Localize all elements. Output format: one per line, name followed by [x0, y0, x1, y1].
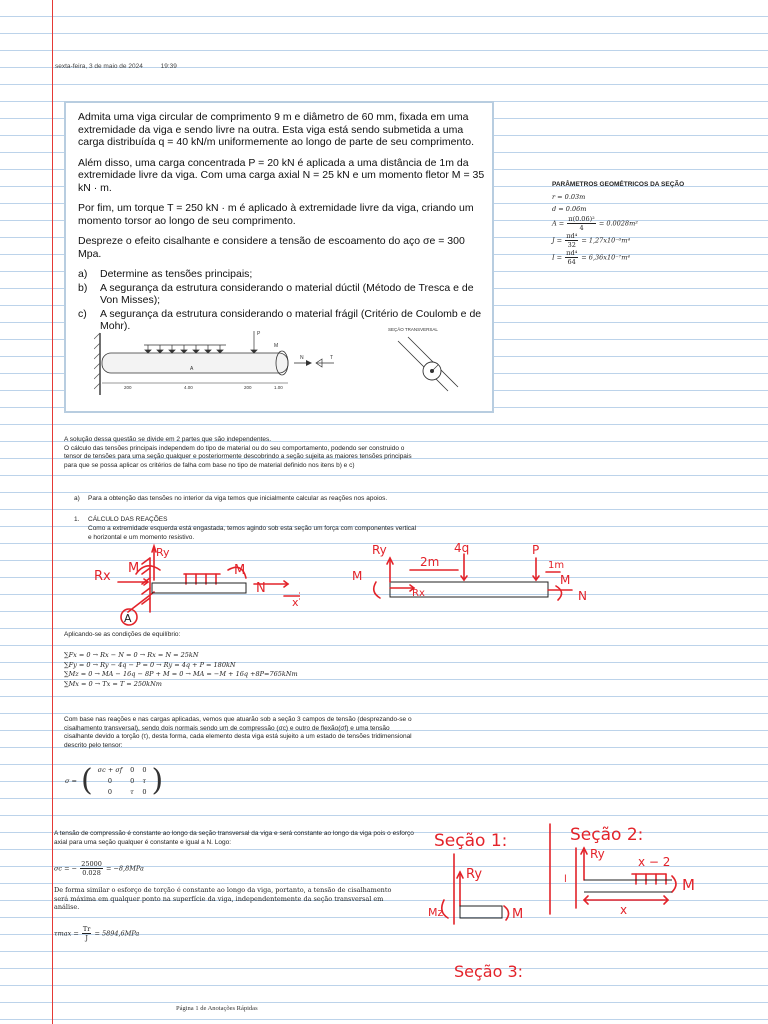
moment-m-label: M	[274, 343, 279, 349]
area-numerator: π(0.06)²	[568, 215, 595, 223]
sketch2-label: P	[532, 543, 540, 557]
margin-line	[52, 0, 53, 1024]
problem-paragraph-4: Despreze o efeito cisalhante e considere a tensão de escoamento do aço σe = 300 Mpa.	[78, 235, 465, 260]
compression-result: = −8,8MPa	[105, 864, 144, 873]
equation-fy: ∑Fy = 0 → Ry − 4q − P = 0 → Ry = 4q + P = 180kN	[64, 660, 236, 669]
param-radius	[552, 191, 684, 203]
tensor-cell: τ	[130, 787, 134, 796]
option-text: A segurança da estrutura considerando o material frágil (Critério de Coulomb e de Mohr).	[100, 307, 482, 332]
param-diameter-value: d = 0.06m	[552, 205, 587, 213]
option-text: Determine as tensões principais;	[100, 268, 253, 280]
sketch2-label: M	[560, 573, 571, 587]
section-1-label: Mz	[428, 906, 444, 919]
compression-lhs: σc = −	[54, 864, 78, 873]
section-1-label: Ry	[466, 867, 483, 882]
list-item-a	[74, 495, 414, 504]
option-a	[78, 268, 488, 281]
torsion-result: = 5894,6MPa	[94, 929, 140, 938]
j-result: = 1,27x10⁻⁶m⁴	[581, 236, 631, 245]
sketch1-label: x	[292, 596, 299, 609]
note-time: 19:39	[160, 63, 177, 70]
sketch1-label: Ry	[156, 546, 170, 559]
sketch1-label: A	[124, 612, 132, 625]
torsion-numerator: Tr	[82, 925, 91, 933]
i-numerator: πd⁴	[566, 249, 578, 257]
i-denominator: 64	[567, 258, 576, 266]
section-1-title: Seção 1:	[434, 831, 508, 851]
equation-fx: ∑Fx = 0 → Rx − N = 0 → Rx = N = 25kN	[64, 651, 199, 659]
tensor-cell: 0	[130, 766, 135, 775]
list-bullet: a)	[74, 495, 80, 502]
sketch2-label: M	[352, 569, 363, 583]
dim-label: 1.00	[274, 385, 283, 390]
section-3-title: Seção 3:	[454, 962, 524, 981]
note-header	[55, 63, 193, 70]
beam-diagram	[94, 325, 344, 397]
tensor-cell: τ	[142, 776, 146, 785]
torsion-paragraph: De forma similar o esforço de torção é constante ao longo da viga, portanto, a tensão de cisalhamento será máxima em qualquer ponto na superfície da viga, independentemente da seção transversal em análise.	[54, 886, 392, 911]
handwritten-sketch-free-body	[350, 538, 618, 608]
param-radius-value: r = 0.03m	[552, 193, 586, 201]
tensor-lhs: σ =	[65, 777, 77, 785]
param-polar-inertia	[552, 232, 684, 249]
param-inertia	[552, 249, 684, 266]
sketch1-label: Rx	[94, 569, 111, 584]
note-date: sexta-feira, 3 de maio de 2024	[55, 63, 143, 70]
handwritten-section-3	[452, 955, 532, 985]
area-lhs: A =	[552, 219, 565, 228]
option-letter: c)	[78, 307, 87, 320]
sketch2-label: 2m	[420, 555, 440, 569]
list-item-text: Para a obtenção das tensões no interior da viga temos que inicialmente calcular as reações nos apoios.	[88, 495, 388, 502]
tensor-cell: 0	[142, 787, 147, 796]
tensor-cell: 0	[107, 787, 112, 796]
i-fraction	[565, 249, 578, 266]
tensor-cell: 0	[107, 776, 112, 785]
section-2-label: x − 2	[638, 855, 671, 869]
list-item-1	[74, 516, 414, 525]
option-text: A segurança da estrutura considerando o material dúctil (Método de Tresca e de Von Misses);	[100, 281, 474, 306]
section-2-label: l	[564, 874, 567, 885]
sketch2-label: Ry	[372, 543, 387, 557]
sketch2-label: 4q	[454, 541, 470, 555]
tensor-cell: 0	[130, 776, 135, 785]
compression-fraction	[80, 860, 103, 877]
sketch1-label: N	[256, 581, 266, 596]
j-denominator: 32	[567, 241, 576, 249]
j-fraction	[565, 232, 578, 249]
section-2-label: Ry	[590, 847, 605, 861]
sketch2-label: N	[578, 589, 587, 603]
torsion-fraction	[82, 925, 91, 942]
sketch1-label: M	[234, 563, 246, 578]
dim-label: 4.00	[184, 385, 193, 390]
equation-mz: ∑Mz = 0 → MA − 16q − 8P + M = 0 → MA = −M + 16q +8P=765kNm	[64, 670, 298, 678]
stress-state-paragraph: Com base nas reações e nas cargas aplicadas, vemos que atuarão sob a seção 3 campos de tensão (desprezando-se o cisalhamento transversal), sendo dois normais sendo um de compressão (σc) e outro de flexão(σf) e uma tensão cisalhante devido a torção (τ), desta forma, cada elemento desta viga está sujeito a um estado de tensões tridimensional descrito pelo tensor:	[64, 716, 412, 749]
option-letter: b)	[78, 281, 88, 294]
area-denominator: 4	[579, 224, 584, 232]
sketch1-label: M	[128, 561, 140, 576]
section-2-title: Seção 2:	[570, 825, 644, 845]
j-lhs: J =	[552, 236, 563, 245]
list-bullet: 1.	[74, 516, 80, 523]
page-footer: Página 1 de Anotações Rápidas	[176, 1005, 258, 1012]
solution-intro-text: O cálculo das tensões principais independem do tipo de material ou do seu comportamento, podendo ser construido o tensor de tensões para uma seção qualquer e posteriormente descobrindo a seção sujeita as maiores tensões principais para que se possa aplicar os critérios de falha com base no tipo de material definido nos itens b) e c)	[64, 444, 412, 469]
problem-statement-image	[64, 101, 494, 413]
problem-paragraph-3: Por fim, um torque T = 250 kN · m é aplicado à extremidade livre da viga, criando um momento torsor ao longo de seu comprimento.	[78, 202, 474, 227]
sketch2-label: Rx	[412, 588, 425, 599]
tensor-cell: 0	[142, 766, 147, 775]
section-2-label: M	[682, 876, 695, 894]
compression-numerator: 25000	[81, 860, 102, 868]
param-area	[552, 215, 684, 232]
problem-text	[78, 111, 488, 334]
problem-options	[78, 268, 488, 333]
problem-paragraph-1: Admita uma viga circular de comprimento 9 m e diâmetro de 60 mm, fixada em uma extremidade da viga e sendo livre na outra. Esta viga está sendo submetida a uma carga distribuída q = 40 kN/m uniformemente ao longo de parte de seu comprimento.	[78, 111, 475, 148]
dim-label: 200	[244, 385, 252, 390]
dim-label: 200	[124, 385, 132, 390]
tensor-cell: σc + σf	[97, 766, 123, 775]
section-title: SEÇÃO TRANSVERSAL	[388, 327, 438, 332]
equation-mx: ∑Mx = 0 → Tx = T = 250kNm	[64, 679, 162, 688]
compression-denominator: 0.028	[82, 869, 101, 877]
handwritten-sketch-support	[88, 540, 300, 632]
section-1-label: M	[512, 907, 524, 922]
i-lhs: I =	[552, 253, 563, 262]
list-item-heading: CÁLCULO DAS REAÇÕES	[88, 516, 168, 523]
option-b	[78, 282, 488, 307]
torsion-denominator: J	[85, 934, 88, 942]
equilibrium-equations	[64, 651, 298, 689]
section-2-label: x	[620, 903, 628, 917]
params-title: PARÂMETROS GEOMÉTRICOS DA SEÇÃO	[552, 181, 685, 188]
geometric-parameters	[552, 179, 684, 266]
area-result: = 0.0028m²	[598, 219, 638, 228]
handwritten-section-2	[540, 818, 708, 928]
list-item-text: Como a extremidade esquerda está engastada, temos agindo sob esta seção um força com componentes vertical e horizontal e um momento resistivo.	[88, 525, 417, 541]
compression-paragraph: A tensão de compressão é constante ao longo da seção transversal da viga e será constante ao longo da viga pois o esforço axial para uma seção qualquer é constante e igual a N. Logo:	[54, 830, 414, 846]
stress-tensor: σ = ( σc + σf 0 0 ) 0 0 τ 0 τ 0	[65, 763, 164, 798]
cross-section-diagram	[386, 325, 476, 397]
load-p-label: P	[257, 331, 261, 337]
solution-intro-line: A solução dessa questão se divide em 2 partes que são independentes.	[64, 436, 272, 443]
param-diameter	[552, 203, 684, 215]
torsion-lhs: τmax =	[54, 929, 79, 938]
problem-paragraph-2: Além disso, uma carga concentrada P = 20 kN é aplicada a uma distância de 1m da extremidade livre da viga. Com uma carga axial N = 25 kN e um momento fletor M = 35 kN · m.	[78, 156, 485, 194]
axial-n-label: N	[300, 355, 304, 361]
i-result: = 6,36x10⁻⁷m⁴	[581, 253, 631, 262]
option-letter: a)	[78, 268, 88, 280]
handwritten-section-1	[420, 820, 530, 940]
solution-intro	[64, 436, 420, 470]
compression-equation	[54, 860, 144, 877]
j-numerator: πd⁴	[566, 232, 578, 240]
point-a-label: A	[190, 366, 194, 372]
area-fraction	[567, 215, 595, 232]
torsion-equation	[54, 925, 139, 942]
torque-t-label: T	[330, 355, 334, 361]
equilibrium-title: Aplicando-se as condições de equilíbrio:	[64, 631, 181, 638]
sketch2-label: 1m	[548, 560, 565, 571]
